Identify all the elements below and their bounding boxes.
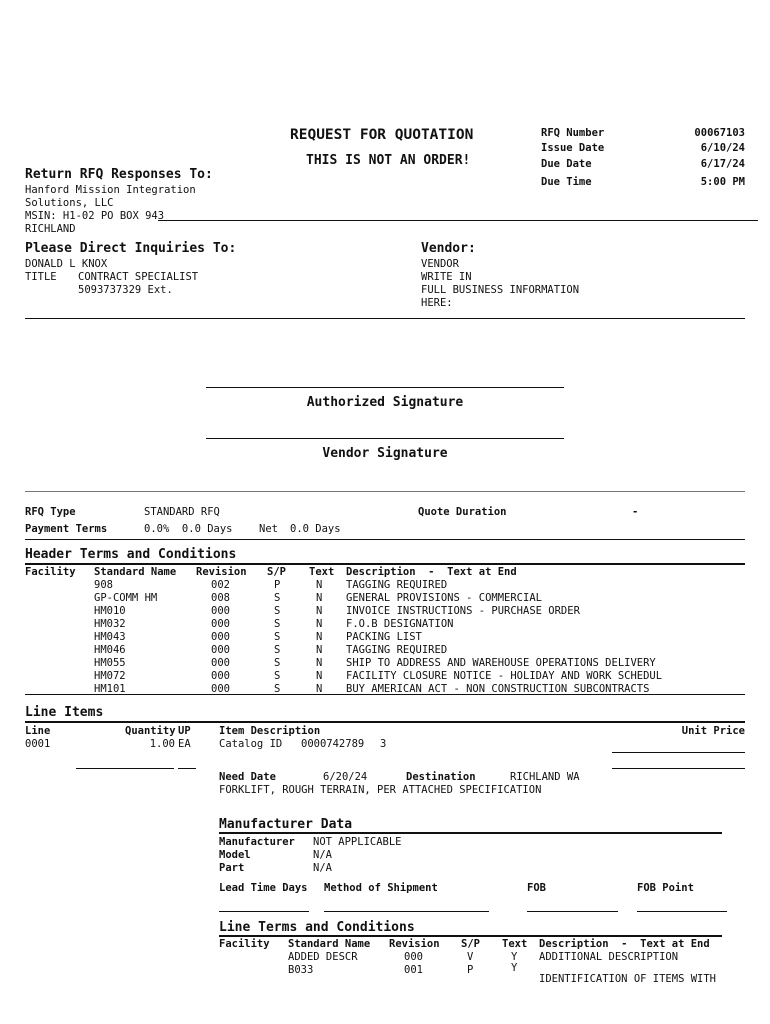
ht-standard-name: 908	[94, 579, 113, 591]
col-revision: Revision	[389, 938, 440, 950]
line-quantity: 1.00	[149, 738, 175, 750]
return-to-line: RICHLAND	[25, 223, 76, 235]
lt-sp: V	[467, 951, 474, 963]
ht-revision: 002	[211, 579, 230, 591]
contact-name: DONALD L KNOX	[25, 258, 108, 270]
divider	[25, 563, 745, 565]
lt-revision: 000	[404, 951, 423, 963]
rfq-type-label: RFQ Type	[25, 506, 76, 518]
line-items-heading: Line Items	[25, 705, 104, 720]
vendor-line: FULL BUSINESS INFORMATION	[421, 284, 580, 296]
ht-sp: S	[274, 631, 281, 643]
rfq-number-label: RFQ Number	[541, 127, 605, 139]
not-an-order-notice: THIS IS NOT AN ORDER!	[306, 153, 471, 168]
model-value: N/A	[313, 849, 332, 861]
ht-text: N	[316, 618, 323, 630]
ht-standard-name: HM101	[94, 683, 126, 695]
line-terms-heading: Line Terms and Conditions	[219, 920, 415, 935]
ht-revision: 000	[211, 683, 230, 695]
lt-revision: 001	[404, 964, 423, 976]
col-sp: S/P	[267, 566, 286, 578]
divider	[25, 721, 745, 723]
due-date-label: Due Date	[541, 158, 592, 170]
col-unit-price: Unit Price	[681, 725, 745, 737]
ht-text: N	[316, 592, 323, 604]
method-of-shipment-field[interactable]	[324, 911, 489, 912]
contact-title-label: TITLE	[25, 271, 57, 283]
line-number: 0001	[25, 738, 51, 750]
model-label: Model	[219, 849, 251, 861]
ht-standard-name: HM032	[94, 618, 126, 630]
authorized-signature-line[interactable]	[206, 387, 564, 388]
quote-duration-label: Quote Duration	[418, 506, 507, 518]
ht-sp: P	[274, 579, 281, 591]
ht-standard-name: HM010	[94, 605, 126, 617]
net-value: 0.0 Days	[290, 523, 341, 535]
net-label: Net	[259, 523, 278, 535]
unit-price-field[interactable]	[612, 752, 745, 753]
divider	[25, 318, 745, 319]
col-text: Text	[502, 938, 528, 950]
lt-description: ADDITIONAL DESCRIPTION	[539, 951, 679, 963]
payment-terms-value: 0.0% 0.0 Days	[144, 523, 233, 535]
ht-standard-name: HM043	[94, 631, 126, 643]
ht-description: FACILITY CLOSURE NOTICE - HOLIDAY AND WORK SCHEDUL	[346, 670, 663, 682]
lt-standard-name: B033	[288, 964, 314, 976]
quantity-field[interactable]	[76, 768, 174, 769]
col-standard-name: Standard Name	[288, 938, 371, 950]
return-to-line: Solutions, LLC	[25, 197, 114, 209]
ht-revision: 000	[211, 618, 230, 630]
ht-revision: 000	[211, 631, 230, 643]
ht-sp: S	[274, 683, 281, 695]
lt-text: Y	[511, 962, 518, 974]
need-date-value: 6/20/24	[323, 771, 368, 783]
line-unit: EA	[178, 738, 191, 750]
catalog-id-value: 0000742789	[301, 738, 365, 750]
contact-title: CONTRACT SPECIALIST	[78, 271, 199, 283]
ht-revision: 000	[211, 644, 230, 656]
ht-sp: S	[274, 618, 281, 630]
ht-description: TAGGING REQUIRED	[346, 579, 448, 591]
manufacturer-value: NOT APPLICABLE	[313, 836, 402, 848]
ht-description: F.O.B DESIGNATION	[346, 618, 454, 630]
inquiries-heading: Please Direct Inquiries To:	[25, 241, 237, 256]
col-revision: Revision	[196, 566, 247, 578]
part-label: Part	[219, 862, 245, 874]
divider	[25, 539, 745, 540]
ht-text: N	[316, 683, 323, 695]
divider	[219, 935, 722, 937]
ht-standard-name: GP-COMM HM	[94, 592, 158, 604]
ht-description: SHIP TO ADDRESS AND WAREHOUSE OPERATIONS DELIVERY	[346, 657, 656, 669]
vendor-signature-line[interactable]	[206, 438, 564, 439]
ht-text: N	[316, 644, 323, 656]
divider	[158, 220, 758, 221]
col-text: Text	[309, 566, 335, 578]
col-description: Description - Text at End	[539, 938, 710, 950]
ht-revision: 000	[211, 605, 230, 617]
vendor-line: WRITE IN	[421, 271, 472, 283]
ht-sp: S	[274, 644, 281, 656]
ht-revision: 000	[211, 670, 230, 682]
rfq-number-value: 00067103	[694, 127, 745, 139]
due-date-value: 6/17/24	[700, 158, 745, 170]
ht-description: PACKING LIST	[346, 631, 422, 643]
lt-text: Y	[511, 951, 518, 963]
return-to-heading: Return RFQ Responses To:	[25, 167, 213, 182]
vendor-signature-label: Vendor Signature	[322, 446, 448, 461]
ht-text: N	[316, 670, 323, 682]
destination-value: RICHLAND WA	[510, 771, 580, 783]
col-sp: S/P	[461, 938, 480, 950]
col-facility: Facility	[219, 938, 270, 950]
ht-text: N	[316, 605, 323, 617]
method-of-shipment-label: Method of Shipment	[324, 882, 438, 894]
ht-standard-name: HM055	[94, 657, 126, 669]
ht-standard-name: HM046	[94, 644, 126, 656]
vendor-heading: Vendor:	[421, 241, 476, 256]
extended-price-field[interactable]	[612, 768, 745, 769]
col-up: UP	[178, 725, 191, 737]
ht-revision: 000	[211, 657, 230, 669]
ht-revision: 008	[211, 592, 230, 604]
col-facility: Facility	[25, 566, 76, 578]
authorized-signature-label: Authorized Signature	[306, 395, 464, 410]
quote-duration-value: -	[632, 506, 639, 518]
manufacturer-label: Manufacturer	[219, 836, 295, 848]
header-terms-heading: Header Terms and Conditions	[25, 547, 237, 562]
catalog-id-label: Catalog ID	[219, 738, 283, 750]
part-value: N/A	[313, 862, 332, 874]
col-line: Line	[25, 725, 51, 737]
up-field[interactable]	[178, 768, 196, 769]
fob-field[interactable]	[527, 911, 618, 912]
vendor-line: VENDOR	[421, 258, 459, 270]
ht-sp: S	[274, 605, 281, 617]
ht-description: GENERAL PROVISIONS - COMMERCIAL	[346, 592, 542, 604]
col-item-description: Item Description	[219, 725, 321, 737]
ht-description: TAGGING REQUIRED	[346, 644, 448, 656]
issue-date-label: Issue Date	[541, 142, 605, 154]
item-description: FORKLIFT, ROUGH TERRAIN, PER ATTACHED SPECIFICATION	[219, 784, 542, 796]
ht-text: N	[316, 579, 323, 591]
destination-label: Destination	[406, 771, 476, 783]
manufacturer-heading: Manufacturer Data	[219, 817, 353, 832]
lead-time-label: Lead Time Days	[219, 882, 308, 894]
divider	[25, 491, 745, 492]
contact-phone: 5093737329 Ext.	[78, 284, 173, 296]
vendor-line: HERE:	[421, 297, 453, 309]
rfq-title: REQUEST FOR QUOTATION	[290, 127, 474, 143]
ht-text: N	[316, 631, 323, 643]
due-time-value: 5:00 PM	[700, 176, 745, 188]
need-date-label: Need Date	[219, 771, 276, 783]
col-quantity: Quantity	[125, 725, 176, 737]
return-to-line: Hanford Mission Integration	[25, 184, 196, 196]
ht-sp: S	[274, 592, 281, 604]
rfq-type-value: STANDARD RFQ	[144, 506, 220, 518]
fob-label: FOB	[527, 882, 546, 894]
payment-terms-label: Payment Terms	[25, 523, 108, 535]
fob-point-label: FOB Point	[637, 882, 694, 894]
ht-description: BUY AMERICAN ACT - NON CONSTRUCTION SUBCONTRACTS	[346, 683, 650, 695]
lt-standard-name: ADDED DESCR	[288, 951, 358, 963]
ht-sp: S	[274, 657, 281, 669]
col-description: Description - Text at End	[346, 566, 517, 578]
fob-point-field[interactable]	[637, 911, 727, 912]
lead-time-field[interactable]	[219, 911, 309, 912]
lt-sp: P	[467, 964, 474, 976]
issue-date-value: 6/10/24	[700, 142, 745, 154]
divider	[219, 832, 722, 834]
ht-sp: S	[274, 670, 281, 682]
due-time-label: Due Time	[541, 176, 592, 188]
ht-description: INVOICE INSTRUCTIONS - PURCHASE ORDER	[346, 605, 580, 617]
col-standard-name: Standard Name	[94, 566, 177, 578]
ht-standard-name: HM072	[94, 670, 126, 682]
divider	[25, 694, 745, 695]
ht-text: N	[316, 657, 323, 669]
catalog-id-suffix: 3	[380, 738, 387, 750]
lt-description: IDENTIFICATION OF ITEMS WITH	[539, 973, 717, 985]
return-to-line: MSIN: H1-02 PO BOX 943	[25, 210, 165, 222]
